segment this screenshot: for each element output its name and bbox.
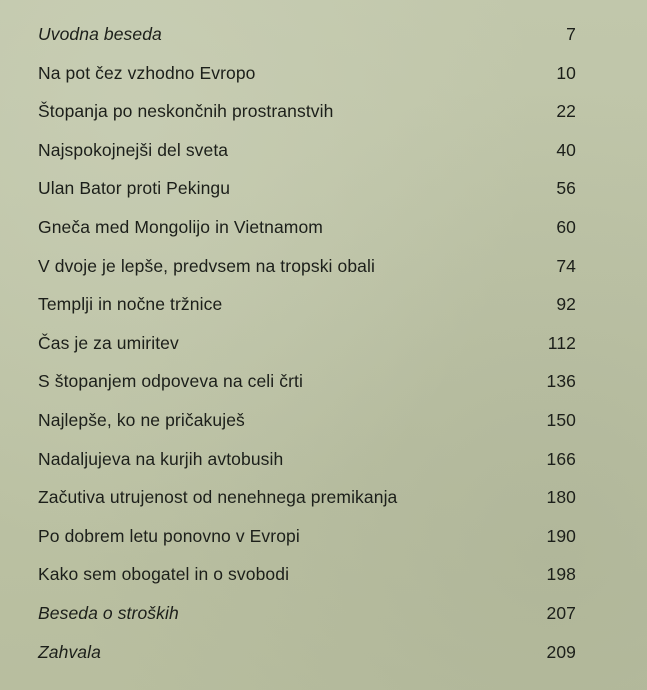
toc-entry-title: Najspokojnejši del sveta — [38, 139, 229, 160]
toc-entry-title: Na pot čez vzhodno Evropo — [38, 62, 256, 83]
toc-entry-page: 60 — [556, 216, 576, 237]
toc-entry-page: 74 — [556, 255, 576, 276]
toc-entry-title: Štopanja po neskončnih prostranstvih — [38, 101, 334, 122]
toc-entry — [38, 212, 576, 251]
toc-entry-title: Ulan Bator proti Pekingu — [38, 178, 231, 199]
toc-entry — [38, 289, 576, 328]
toc-entry-title: Beseda o stroških — [38, 602, 179, 623]
toc-entry — [38, 58, 576, 97]
toc-entry-title: V dvoje je lepše, predvsem na tropski obali — [38, 255, 375, 276]
toc-entry-page: 56 — [556, 178, 576, 199]
toc-entry-page: 166 — [546, 448, 576, 469]
toc-entry-page: 190 — [546, 525, 576, 546]
toc-entry — [38, 598, 576, 637]
toc-entry-title: Nadaljujeva na kurjih avtobusih — [38, 448, 284, 469]
toc-entry-page: 7 — [566, 24, 576, 44]
toc-entry-page: 10 — [556, 62, 576, 83]
toc-entry-title: Zahvala — [38, 641, 101, 662]
toc-entry — [38, 251, 576, 290]
toc-entry — [38, 366, 576, 405]
toc-entry-title: Po dobrem letu ponovno v Evropi — [38, 525, 300, 546]
toc-entry — [38, 521, 576, 560]
toc-entry — [38, 637, 576, 676]
toc-entry-title: Začutiva utrujenost od nenehnega premikanja — [38, 487, 398, 508]
toc-entry-title: Uvodna beseda — [38, 24, 162, 44]
toc-entry — [38, 444, 576, 483]
toc-entry-page: 92 — [556, 294, 576, 315]
toc-entry — [38, 19, 576, 58]
toc-entry-page: 136 — [546, 371, 576, 392]
toc-entry-title: Kako sem obogatel in o svobodi — [38, 564, 290, 585]
toc-entry-page: 180 — [546, 487, 576, 508]
toc-entry — [38, 559, 576, 598]
toc-entry-page: 150 — [546, 409, 576, 430]
toc-entry-title: Gneča med Mongolijo in Vietnamom — [38, 216, 323, 237]
table-of-contents — [38, 19, 576, 675]
toc-entry-title: Templji in nočne tržnice — [38, 294, 223, 315]
toc-entry-page: 112 — [547, 332, 576, 353]
toc-entry — [38, 482, 576, 521]
toc-entry-title: Najlepše, ko ne pričakuješ — [38, 409, 245, 430]
toc-entry-page: 207 — [546, 602, 576, 623]
toc-entry-page: 40 — [556, 139, 576, 160]
toc-entry — [38, 173, 576, 212]
toc-entry-title: S štopanjem odpoveva na celi črti — [38, 371, 303, 392]
toc-entry — [38, 328, 576, 367]
toc-entry-page: 198 — [546, 564, 576, 585]
toc-entry — [38, 405, 576, 444]
toc-entry-page: 22 — [556, 101, 576, 122]
toc-entry — [38, 135, 576, 174]
toc-entry-page: 209 — [546, 641, 576, 662]
toc-entry-title: Čas je za umiritev — [38, 332, 179, 353]
toc-entry — [38, 96, 576, 135]
